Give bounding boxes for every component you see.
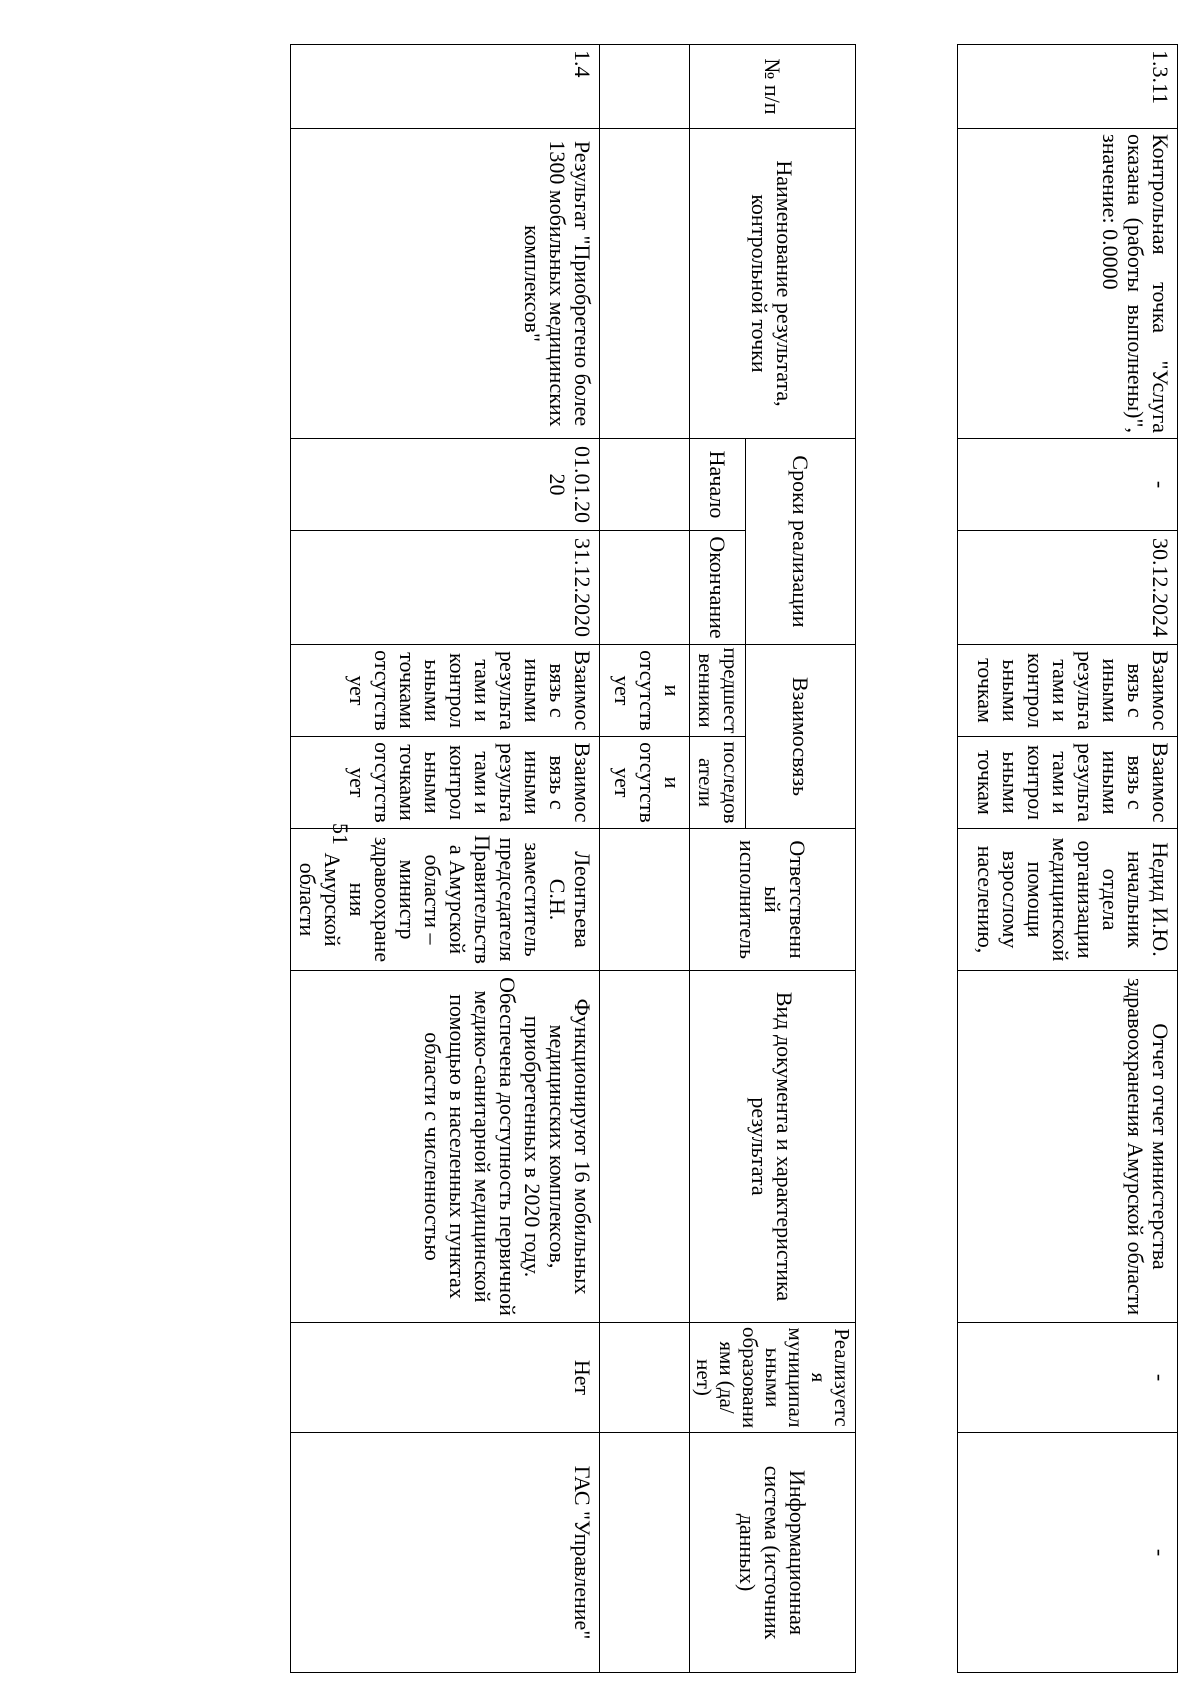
end-date: 31.12.2020 xyxy=(291,531,600,645)
empty-cell xyxy=(600,971,690,1323)
header-start: Начало xyxy=(690,439,746,531)
header-municipal: Реализуется муниципальными образованиями (да/нет) xyxy=(690,1323,856,1433)
header-succ: последователи xyxy=(690,737,746,829)
header-terms: Сроки реализации xyxy=(746,439,856,645)
municipal: - xyxy=(958,1323,1178,1433)
predecessors: Взаимосвязь с иными результатами и контрольными точками отсутствует xyxy=(291,645,600,737)
empty-cell xyxy=(600,45,690,129)
header-link: Взаимосвязь xyxy=(746,645,856,829)
successors: и отсутствует xyxy=(600,737,690,829)
information-system: - xyxy=(958,1433,1178,1673)
row-number: 1.3.11 xyxy=(958,45,1178,129)
results-table xyxy=(290,44,856,1673)
empty-cell xyxy=(600,829,690,971)
empty-cell xyxy=(600,439,690,531)
table-row xyxy=(600,45,690,1673)
header-number: № п/п xyxy=(690,45,856,129)
header-pred: предшественники xyxy=(690,645,746,737)
header-system: Информационная система (источник данных) xyxy=(690,1433,856,1673)
page-number: 51 xyxy=(328,823,353,845)
table-row xyxy=(291,45,600,1673)
header-responsible: Ответственный исполнитель xyxy=(690,829,856,971)
empty-cell xyxy=(600,531,690,645)
result-name: Контрольная точка "Услуга оказана (работы выполнены)", значение: 0.0000 xyxy=(958,129,1178,439)
header-name: Наименование результата, контрольной точки xyxy=(690,129,856,439)
header-row xyxy=(746,45,856,1673)
header-end: Окончание xyxy=(690,531,746,645)
result-name: Результат "Приобретено более 1300 мобильных медицинских комплексов" xyxy=(291,129,600,439)
end-date: 30.12.2024 xyxy=(958,531,1178,645)
responsible: Недид И.Ю. начальник отдела организации медицинской помощи взрослому населению, xyxy=(958,829,1178,971)
rotated-landscape-content xyxy=(88,8,1188,1698)
continuation-table xyxy=(957,44,1178,1673)
table-row xyxy=(958,45,1178,1673)
municipal: Нет xyxy=(291,1323,600,1433)
successors: Взаимосвязь с иными результатами и контрольными точкам xyxy=(958,737,1178,829)
header-document: Вид документа и характеристика результата xyxy=(690,971,856,1323)
start-date: 01.01.2020 xyxy=(291,439,600,531)
row-number: 1.4 xyxy=(291,45,600,129)
information-system: ГАС "Управление" xyxy=(291,1433,600,1673)
start-date: - xyxy=(958,439,1178,531)
empty-cell xyxy=(600,1323,690,1433)
responsible: Леонтьева С.Н. заместитель председателя Правительства Амурской области – министр здравоохранения Амурской области xyxy=(291,829,600,971)
empty-cell xyxy=(600,129,690,439)
empty-cell xyxy=(600,1433,690,1673)
successors: Взаимосвязь с иными результатами и контрольными точками отсутствует xyxy=(291,737,600,829)
document-type: Отчет отчет министерства здравоохранения Амурской области xyxy=(958,971,1178,1323)
document-type: Функционируют 16 мобильных медицинских комплексов, приобретенных в 2020 году. Обеспечена доступность первичной медико-санитарной медицинской помощью в населенных пунктах области с численностью xyxy=(291,971,600,1323)
predecessors: Взаимосвязь с иными результатами и контрольными точкам xyxy=(958,645,1178,737)
predecessors: и отсутствует xyxy=(600,645,690,737)
